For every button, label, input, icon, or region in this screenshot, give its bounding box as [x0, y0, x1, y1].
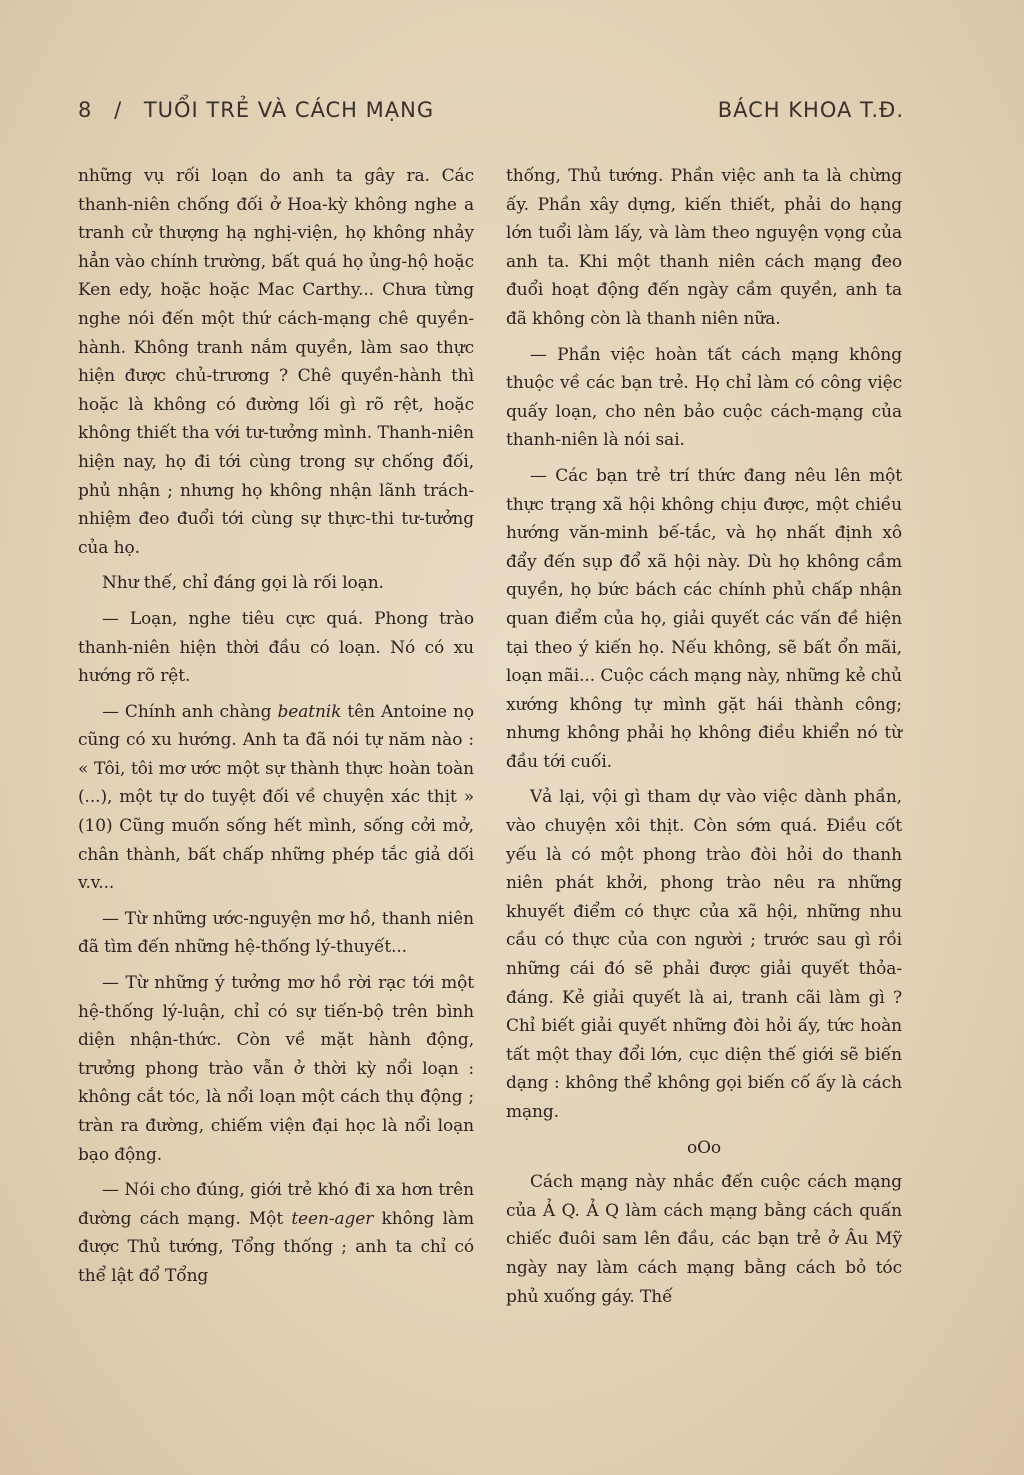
paragraph: — Loạn, nghe tiêu cực quá. Phong trào thanh-niên hiện thời đầu có loạn. Nó có xu hướng rõ rệt.: [78, 608, 474, 687]
italic-term: beatnik: [277, 701, 342, 722]
header-left: [78, 98, 434, 122]
paragraph: [78, 1176, 474, 1290]
left-column: [78, 162, 474, 1298]
paragraph: — Từ những ý tưởng mơ hồ rời rạc tới một hệ-thống lý-luận, chỉ có sự tiến-bộ trên bình diện nhận-thức. Còn về mặt hành động, trưởng phong trào vẫn ở thời kỳ nổi loạn : không cắt tóc, là nổi loạn một cách thụ động ; tràn ra đường, chiếm viện đại học là nổi loạn bạo động.: [78, 973, 474, 1165]
section-divider: oOo: [686, 1137, 722, 1158]
paragraph: — Từ những ước-nguyện mơ hồ, thanh niên đã tìm đến những hệ-thống lý-thuyết...: [78, 908, 474, 958]
section-title: TUỔI TRẺ VÀ CÁCH MẠNG: [143, 98, 435, 122]
italic-term: teen-ager: [291, 1208, 374, 1229]
running-header: [78, 98, 904, 134]
header-separator: /: [114, 98, 123, 122]
paragraph: — Các bạn trẻ trí thức đang nêu lên một thực trạng xã hội không chịu được, một chiều hướng văn-minh bế-tắc, và họ nhất định xô đẩy đến sụp đổ xã hội này. Dù họ không cầm quyền, họ bức bách các chính phủ chấp nhận quan điểm của họ, giải quyết các vấn đề hiện tại theo ý kiến họ. Nếu không, sẽ bất ổn mãi, loạn mãi... Cuộc cách mạng này, những kẻ chủ xướng không tự mình gặt hái thành công; nhưng không phải họ không điều khiển nó từ đầu tới cuối.: [506, 465, 902, 772]
paragraph: Cách mạng này nhắc đến cuộc cách mạng của Ả Q. Ả Q làm cách mạng bằng cách quấn chiếc đuôi sam lên đầu, các bạn trẻ ở Âu Mỹ ngày nay làm cách mạng bằng cách bỏ tóc phủ xuống gáy. Thế: [506, 1172, 902, 1307]
text-run: — Nói cho đúng, giới trẻ khó đi xa hơn trên đường cách mạng. Một: [78, 1180, 474, 1229]
paragraph: thống, Thủ tướng. Phần việc anh ta là chừng ấy. Phần xây dựng, kiến thiết, phải do hạng lớn tuổi làm lấy, và làm theo nguyện vọng của anh ta. Khi một thanh niên cách mạng đeo đuổi hoạt động đến ngày cầm quyền, anh ta đã không còn là thanh niên nữa.: [506, 166, 902, 329]
text-run: — Chính anh chàng: [102, 701, 278, 722]
paragraph: Vả lại, vội gì tham dự vào việc dành phần, vào chuyện xôi thịt. Còn sớm quá. Điều cốt yếu là có một phong trào đòi hỏi do thanh niên phát khởi, phong trào nêu ra những khuyết điểm có thực của xã hội, những nhu cầu có thực của con người ; trước sau gì rồi những cái đó sẽ phải được giải quyết thỏa-đáng. Kẻ giải quyết là ai, tranh cãi làm gì ? Chỉ biết giải quyết những đòi hỏi ấy, tức hoàn tất một thay đổi lớn, cục diện thế giới sẽ biến dạng : không thể không gọi biến cố ấy là cách mạng.: [506, 787, 902, 1122]
paragraph: — Phần việc hoàn tất cách mạng không thuộc về các bạn trẻ. Họ chỉ làm có công việc quấy loạn, cho nên bảo cuộc cách-mạng của thanh-niên là nói sai.: [506, 344, 902, 451]
page-number: 8: [78, 98, 93, 122]
right-column: [506, 162, 902, 1318]
publication-name: BÁCH KHOA T.Đ.: [717, 98, 904, 122]
paragraph: Như thế, chỉ đáng gọi là rối loạn.: [102, 573, 384, 594]
paragraph: những vụ rối loạn do anh ta gây ra. Các thanh-niên chống đối ở Hoa-kỳ không nghe a tranh cử thượng hạ nghị-viện, họ không nhảy hẳn vào chính trường, bất quá họ ủng-hộ hoặc Ken edy, hoặc hoặc Mac Carthy... Chưa từng nghe nói đến một thứ cách-mạng chê quyền-hành. Không tranh nắm quyền, làm sao thực hiện được chủ-trương ? Chê quyền-hành thì hoặc là không có đường lối gì rõ rệt, hoặc không thiết tha với tư-tưởng mình. Thanh-niên hiện nay, họ đi tới cùng trong sự chống đối, phủ nhận ; nhưng họ không nhận lãnh trách-nhiệm đeo đuổi tới cùng sự thực-thi tư-tưởng của họ.: [78, 166, 474, 558]
text-run: tên Antoine nọ cũng có xu hướng. Anh ta đã nói tự năm nào : « Tôi, tôi mơ ước một sự thành thực hoàn toàn (...), một tự do tuyệt đối về chuyện xác thịt » (10) Cũng muốn sống hết mình, sống cởi mở, chân thành, bất chấp những phép tắc giả dối v.v...: [78, 701, 474, 894]
text-run: không làm được Thủ tướng, Tổng thống ; anh ta chỉ có thể lật đổ Tổng: [78, 1208, 474, 1286]
paragraph: [78, 698, 474, 898]
